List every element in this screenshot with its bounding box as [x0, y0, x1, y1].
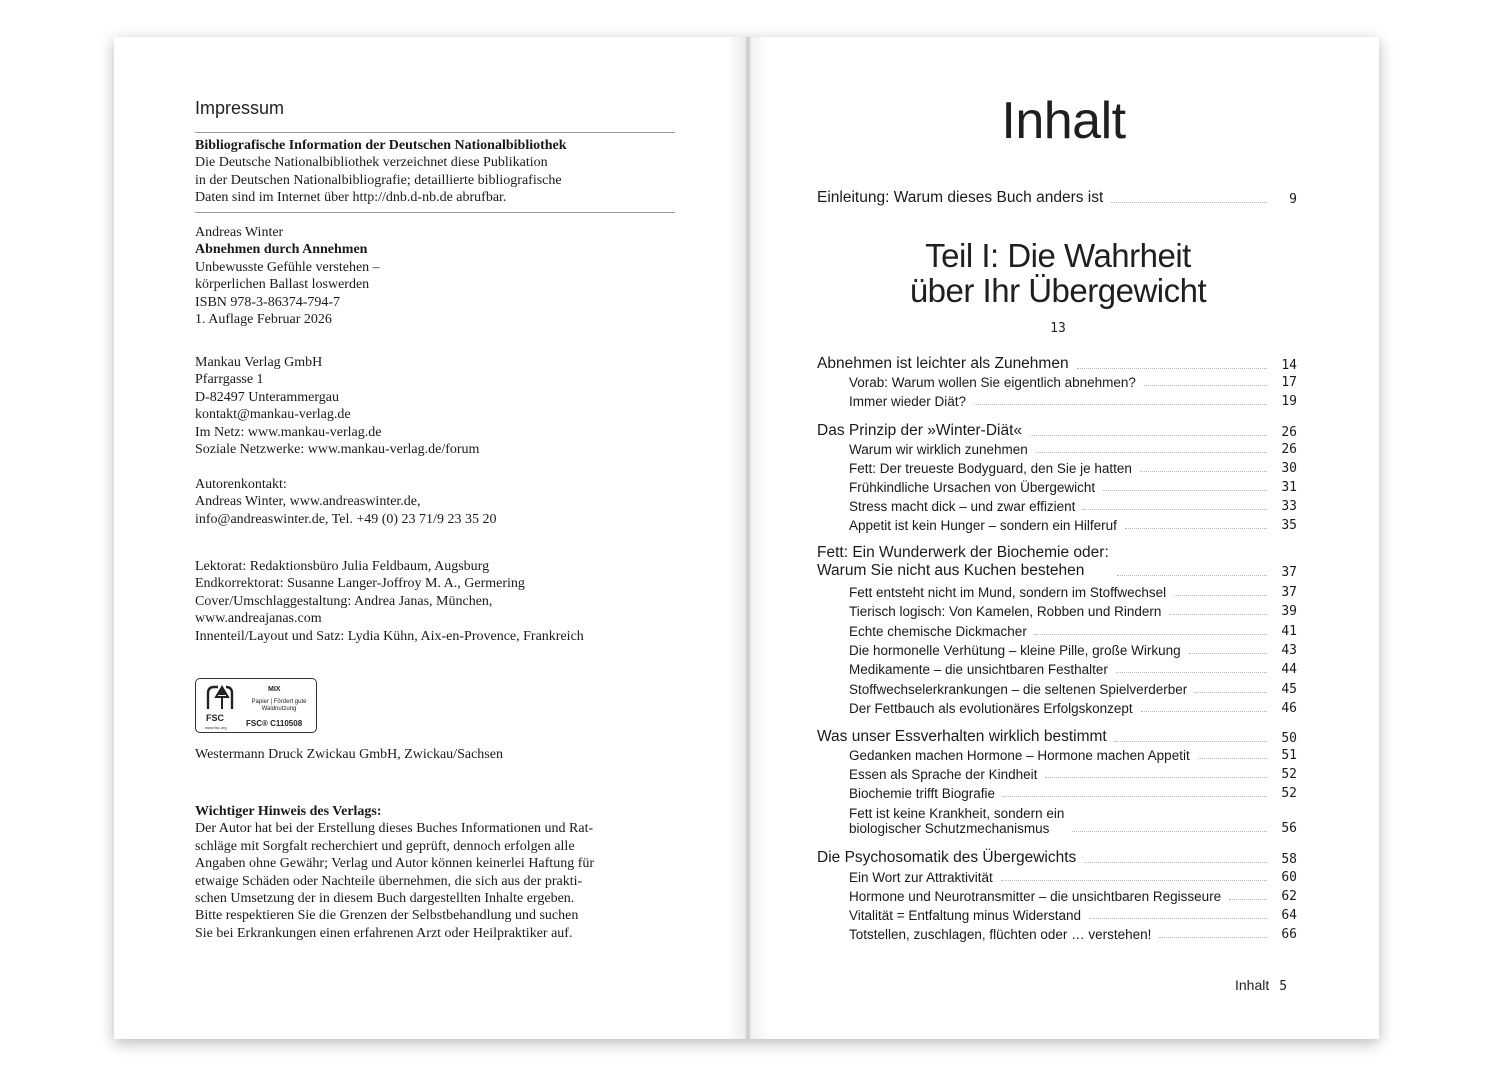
toc-chapter [817, 544, 1297, 580]
toc-entry-text [849, 889, 1221, 904]
footer-label: Inhalt [1235, 977, 1270, 993]
toc-section [849, 908, 1297, 923]
author-name: Andreas Winter [195, 225, 284, 240]
toc-entry-line: Fett: Der treueste Bodyguard, den Sie je hatten [849, 461, 1132, 476]
toc-page-number: 14 [1281, 358, 1297, 373]
notice-line: Sie bei Erkrankungen einen erfahrenen Arzt oder Heilpraktiker auf. [195, 925, 573, 941]
toc-entry-line: Das Prinzip der »Winter-Diät« [817, 422, 1023, 439]
toc-section [849, 394, 1297, 409]
toc-leader [1030, 435, 1267, 436]
toc-leader [1229, 899, 1267, 900]
toc-section [849, 499, 1297, 514]
toc-entry-text [849, 480, 1095, 495]
dnb-line: Daten sind im Internet über http://dnb.d-nb.de abrufbar. [195, 190, 507, 206]
toc-entry-line: Warum Sie nicht aus Kuchen bestehen [817, 562, 1085, 579]
toc-leader [1084, 862, 1267, 863]
publisher-web: Im Netz: www.mankau-verlag.de [195, 424, 382, 440]
toc-page-number: 17 [1281, 375, 1297, 390]
fsc-mix: MIX [268, 686, 281, 693]
toc-entry-text [849, 748, 1190, 763]
toc-entry-text [849, 442, 1028, 457]
toc-page-number: 45 [1281, 682, 1297, 697]
toc-page-number: 26 [1281, 442, 1297, 457]
toc-leader [1174, 595, 1267, 596]
toc-entry-line: Stoffwechselerkrankungen – die seltenen Spielverderber [849, 682, 1188, 697]
credits-block [195, 558, 695, 645]
toc-page [748, 37, 1379, 1039]
toc-entry-text [817, 728, 1107, 746]
toc-entry-line: Medikamente – die unsichtbaren Festhalter [849, 662, 1108, 677]
publisher-email: kontakt@mankau-verlag.de [195, 407, 351, 423]
impressum-title: Impressum [195, 98, 285, 118]
toc-entry-line: Echte chemische Dickmacher [849, 624, 1027, 639]
edition: 1. Auflage Februar 2026 [195, 312, 332, 328]
book-subtitle: Unbewusste Gefühle verstehen – [195, 259, 380, 275]
toc-leader [1072, 831, 1267, 832]
toc-entry-line: Fett: Ein Wunderwerk der Biochemie oder: [817, 544, 1109, 561]
toc-page-number: 51 [1281, 748, 1297, 763]
toc-page-number: 50 [1281, 731, 1297, 746]
toc-page-number: 44 [1281, 662, 1297, 677]
printer-line: Westermann Druck Zwickau GmbH, Zwickau/Sachsen [195, 747, 503, 762]
dnb-heading: Bibliografische Information der Deutschen Nationalbibliothek [195, 138, 567, 153]
toc-page-number: 58 [1281, 852, 1297, 867]
printer [195, 746, 695, 763]
toc-chapter [817, 728, 1297, 746]
toc-leader [1003, 796, 1267, 797]
toc-entry-line: Totstellen, zuschlagen, flüchten oder … verstehen! [849, 927, 1152, 942]
toc-entry-text [817, 355, 1069, 373]
toc-section [849, 442, 1297, 457]
fsc-url: www.fsc.org [205, 725, 227, 730]
fsc-paper: Papier | Fördert gute Waldnutzung [251, 699, 307, 712]
dnb-line: in der Deutschen Nationalbibliografie; detaillierte bibliografische [195, 172, 562, 188]
contact-line: info@andreaswinter.de, Tel. +49 (0) 23 71/9 23 35 20 [195, 511, 497, 527]
toc-entry-text [817, 849, 1076, 867]
toc-section [849, 662, 1297, 677]
toc-page-number: 43 [1281, 643, 1297, 658]
toc-page-number: 62 [1281, 889, 1297, 904]
toc-leader [1035, 634, 1267, 635]
notice-line: Der Autor hat bei der Erstellung dieses Buches Informationen und Rat- [195, 821, 594, 837]
toc-entry-line: Hormone und Neurotransmitter – die unsichtbaren Regisseure [849, 889, 1222, 904]
part-title-line: Teil I: Die Wahrheit [925, 237, 1191, 274]
toc-leader [1195, 692, 1267, 693]
toc-entry-line: Essen als Sprache der Kindheit [849, 767, 1038, 782]
contact-heading: Autorenkontakt: [195, 477, 287, 492]
divider-bottom [195, 212, 675, 213]
toc-leader [1077, 368, 1267, 369]
toc-entry-text [849, 461, 1132, 476]
fsc-tree-icon [202, 683, 242, 713]
toc-leader [1117, 575, 1267, 576]
toc-entry-text [849, 624, 1027, 639]
toc-entry-line: Biochemie trifft Biografie [849, 786, 996, 801]
book-spread [114, 37, 1379, 1039]
toc-leader [1140, 471, 1267, 472]
toc-entry-text [849, 806, 1064, 836]
toc-entry-text [849, 375, 1136, 390]
toc-entry-text [849, 682, 1187, 697]
notice-line: schläge mit Sorgfalt recherchiert und geprüft, dennoch erfolgen alle [195, 838, 575, 854]
page-footer [1235, 977, 1287, 994]
book-title: Abnehmen durch Annehmen [195, 242, 368, 258]
publisher-social: Soziale Netzwerke: www.mankau-verlag.de/forum [195, 442, 480, 458]
toc-chapter [817, 422, 1297, 440]
part-page-number: 13 [1050, 321, 1066, 336]
toc-entry-text [849, 499, 1075, 514]
toc-page-number: 56 [1281, 821, 1297, 836]
toc-section [849, 748, 1297, 763]
toc-leader [974, 404, 1267, 405]
toc-entry-text [849, 662, 1108, 677]
dnb-line: Die Deutsche Nationalbibliothek verzeichnet diese Publikation [195, 155, 548, 171]
toc-entry-line: Ein Wort zur Attraktivität [849, 870, 993, 885]
book-info-block [195, 224, 695, 328]
toc-leader [1045, 777, 1267, 778]
toc-leader [1144, 385, 1267, 386]
toc-entry-text [849, 585, 1166, 600]
toc-entry-text [849, 927, 1151, 942]
toc-entry-line: Vorab: Warum wollen Sie eigentlich abnehmen? [849, 375, 1136, 390]
toc-leader [1141, 711, 1267, 712]
toc-section [849, 767, 1297, 782]
isbn: ISBN 978-3-86374-794-7 [195, 294, 341, 310]
toc-entry-line: Die Psychosomatik des Übergewichts [817, 849, 1077, 866]
notice-line: etwaige Schäden oder Nachteile übernehmen, die sich aus der prakti- [195, 873, 583, 889]
footer-page-number: 5 [1279, 979, 1288, 994]
publisher-block [195, 354, 695, 458]
toc-page-number: 52 [1281, 767, 1297, 782]
notice-line: schen Umsetzung der in diesem Buch dargestellten Inhalte ergeben. [195, 891, 575, 907]
toc-entry-text [849, 786, 995, 801]
impressum-page [114, 37, 748, 1039]
notice-heading: Wichtiger Hinweis des Verlags: [195, 804, 382, 819]
toc-chapter [817, 355, 1297, 373]
toc-page-number: 39 [1281, 604, 1297, 619]
toc-section [849, 461, 1297, 476]
toc-leader [1083, 509, 1267, 510]
toc-section [849, 604, 1297, 619]
toc-leader [1169, 614, 1267, 615]
toc-entry-line: Abnehmen ist leichter als Zunehmen [817, 355, 1069, 372]
notice-block [195, 803, 695, 942]
toc-entry-line: Warum wir wirklich zunehmen [849, 442, 1028, 457]
toc-entry-line: Der Fettbauch als evolutionäres Erfolgskonzept [849, 701, 1133, 716]
part-title-line: über Ihr Übergewicht [909, 272, 1207, 309]
toc-page-number: 41 [1281, 624, 1297, 639]
contact-line: Andreas Winter, www.andreaswinter.de, [195, 494, 421, 510]
toc-section [849, 375, 1297, 390]
toc-entry-text [817, 544, 1109, 580]
fsc-code: FSC® C110508 [246, 719, 303, 728]
toc-section [849, 518, 1297, 533]
toc-page-number: 19 [1281, 394, 1297, 409]
toc-title: Inhalt [1001, 92, 1126, 150]
toc-entry-line: Fett ist keine Krankheit, sondern ein [849, 806, 1065, 821]
toc-section [849, 806, 1297, 836]
toc-entry-line: Gedanken machen Hormone – Hormone machen Appetit [849, 748, 1190, 763]
credit-line: Lektorat: Redaktionsbüro Julia Feldbaum, Augsburg [195, 559, 490, 574]
toc-page-number: 46 [1281, 701, 1297, 716]
toc-leader [1115, 741, 1267, 742]
toc-entry-line: Die hormonelle Verhütung – kleine Pille, große Wirkung [849, 643, 1181, 658]
toc-leader [1036, 452, 1267, 453]
toc-page-number: 35 [1281, 518, 1297, 533]
toc-leader [1125, 528, 1267, 529]
toc-page-number: 30 [1281, 461, 1297, 476]
toc-page-number: 33 [1281, 499, 1297, 514]
toc-page-number: 60 [1281, 870, 1297, 885]
credit-line: Innenteil/Layout und Satz: Lydia Kühn, Aix-en-Provence, Frankreich [195, 628, 584, 644]
toc-entry-line: Frühkindliche Ursachen von Übergewicht [849, 480, 1096, 495]
toc-entry-text [849, 604, 1161, 619]
toc-section [849, 870, 1297, 885]
toc-page-number: 37 [1281, 585, 1297, 600]
toc-page-number: 64 [1281, 908, 1297, 923]
fsc-logo [195, 678, 317, 733]
toc-entry-line: Immer wieder Diät? [849, 394, 967, 409]
toc-entry-text [849, 908, 1081, 923]
toc-entry-line: Fett entsteht nicht im Mund, sondern im Stoffwechsel [849, 585, 1167, 600]
toc-entry-text [817, 422, 1022, 440]
toc-leader [1189, 653, 1267, 654]
notice-line: Bitte respektieren Sie die Grenzen der Selbstbehandlung und suchen [195, 908, 579, 924]
toc-entry-text [849, 767, 1037, 782]
toc-section [849, 643, 1297, 658]
publisher-name: Mankau Verlag GmbH [195, 355, 323, 370]
toc-chapter [817, 849, 1297, 867]
toc-entry-line: Appetit ist kein Hunger – sondern ein Hilferuf [849, 518, 1117, 533]
toc-section [849, 927, 1297, 942]
toc-page-number: 37 [1281, 565, 1297, 580]
toc-entry-text [849, 394, 966, 409]
toc-page-number: 52 [1281, 786, 1297, 801]
author-contact-block [195, 476, 695, 528]
notice-line: Angaben ohne Gewähr; Verlag und Autor können keinerlei Haftung für [195, 856, 595, 872]
toc-leader [1089, 918, 1267, 919]
toc-section [849, 701, 1297, 716]
toc-entry-line: Stress macht dick – und zwar effizient [849, 499, 1076, 514]
toc-leader [1111, 202, 1267, 203]
toc-entry-line: Was unser Essverhalten wirklich bestimmt [817, 728, 1107, 745]
toc-leader [1159, 937, 1267, 938]
toc-page-number: 31 [1281, 480, 1297, 495]
toc-entry-text: Einleitung: Warum dieses Buch anders ist [817, 189, 1104, 206]
toc-section [849, 480, 1297, 495]
credit-line: Cover/Umschlaggestaltung: Andrea Janas, München, [195, 593, 493, 609]
toc-entry-text [849, 518, 1117, 533]
toc-entry-text [849, 643, 1181, 658]
toc-leader [1116, 672, 1267, 673]
toc-section [849, 624, 1297, 639]
toc-page-number: 26 [1281, 425, 1297, 440]
toc-section [849, 585, 1297, 600]
toc-entry-line: biologischer Schutzmechanismus [849, 821, 1050, 836]
dnb-block [195, 137, 695, 207]
credit-line: Endkorrektorat: Susanne Langer-Joffroy M. A., Germering [195, 576, 525, 592]
toc-entry-intro [817, 189, 1297, 207]
publisher-city: D-82497 Unterammergau [195, 389, 339, 405]
credit-line: www.andreajanas.com [195, 611, 322, 627]
book-subtitle: körperlichen Ballast loswerden [195, 277, 370, 293]
toc-section [849, 682, 1297, 697]
toc-entry-text [849, 870, 993, 885]
publisher-street: Pfarrgasse 1 [195, 372, 264, 388]
toc-section [849, 889, 1297, 904]
toc-page-number: 9 [1289, 192, 1297, 207]
divider-top [195, 132, 675, 133]
toc-leader [1198, 758, 1267, 759]
toc-section [849, 786, 1297, 801]
toc-entry-line: Vitalität = Entfaltung minus Widerstand [849, 908, 1081, 923]
toc-entry-line: Tierisch logisch: Von Kamelen, Robben und Rindern [849, 604, 1162, 619]
part-title [898, 238, 1218, 308]
toc-entry-text [849, 701, 1133, 716]
toc-leader [1103, 490, 1267, 491]
toc-page-number: 66 [1281, 927, 1297, 942]
toc-leader [1001, 880, 1267, 881]
fsc-label: FSC [206, 713, 224, 723]
